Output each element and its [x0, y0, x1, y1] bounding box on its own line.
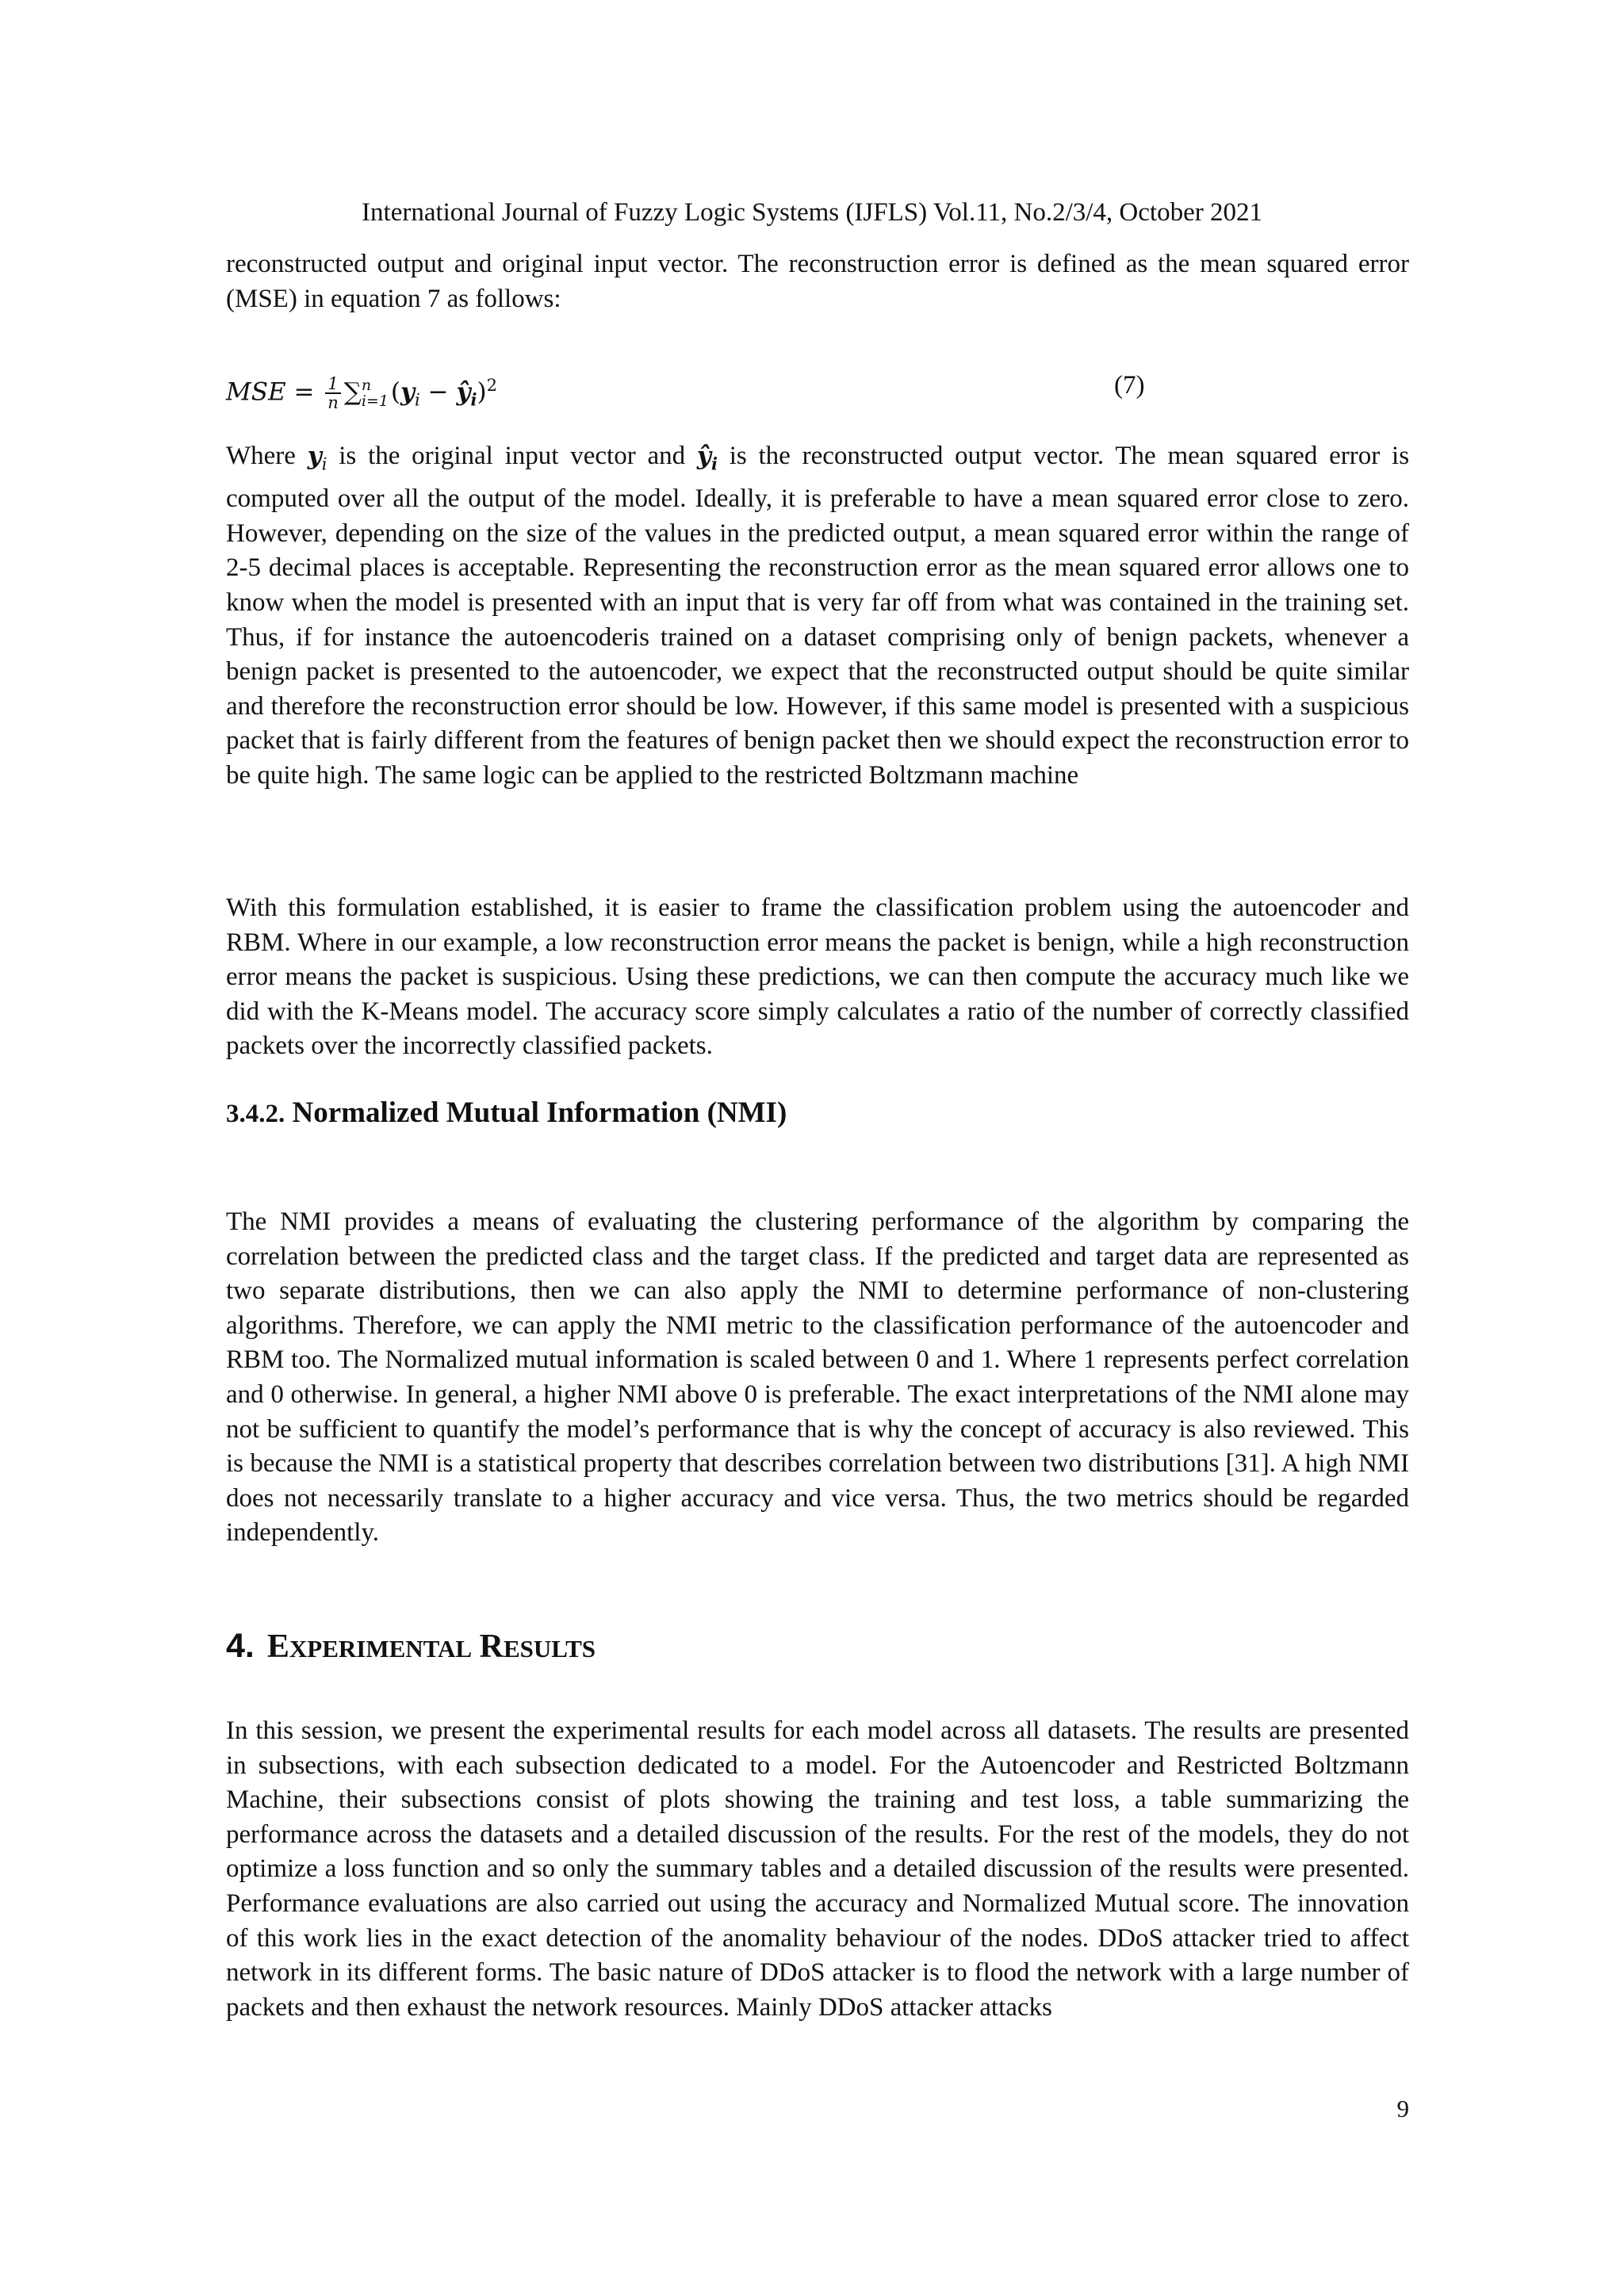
- running-header: International Journal of Fuzzy Logic Systems (IJFLS) Vol.11, No.2/3/4, October 2021: [362, 198, 1262, 227]
- equation-close-paren: ): [477, 377, 487, 407]
- inline-y-sub: i: [321, 454, 327, 474]
- section-title: Normalized Mutual Information (NMI): [292, 1096, 787, 1129]
- title-smallcaps-1: XPERIMENTAL: [289, 1635, 473, 1663]
- section-heading: [226, 1627, 1409, 1666]
- equation-equals: =: [293, 377, 315, 407]
- equation-fraction: [325, 375, 340, 411]
- equation-expression: [226, 362, 497, 424]
- fraction-numerator: 1: [325, 375, 340, 394]
- section-4-heading: [226, 1627, 1409, 1666]
- section-title: [266, 1628, 596, 1665]
- title-smallcaps-2: ESULTS: [503, 1635, 596, 1663]
- fraction-denominator: n: [327, 392, 339, 412]
- paragraph-text: In this session, we present the experimental results for each model across all datasets. The results are presented in subsections, with each subsection dedicated to a model. For the Autoencoder and Restricted Boltzmann Machine, their subsections consist of plots showing the training and test loss, a table summarizing the performance across the datasets and a detailed discussion of the results. For the rest of the models, they do not optimize a loss function and so only the summary tables and a detailed discussion of the results were presented. Performance evaluations are also carried out using the accuracy and Normalized Mutual score. The innovation of this work lies in the exact detection of the anomality behaviour of the nodes. DDoS attacker tried to affect network in its different forms. The basic nature of DDoS attacker is to flood the network with a large number of packets and then exhaust the network resources. Mainly DDoS attacker attacks: [226, 1716, 1409, 2022]
- inline-y: y: [307, 442, 322, 470]
- equation-7: [226, 362, 1409, 412]
- paragraph-nmi: [226, 1205, 1409, 1551]
- where-word: Where: [226, 442, 296, 470]
- paragraph-mse-intro: [226, 247, 1409, 316]
- equation-number: (7): [1114, 371, 1145, 400]
- title-cap-e: E: [266, 1628, 289, 1665]
- section-3-4-2-heading: [226, 1094, 1409, 1133]
- inline-connector: is the original input vector and: [339, 442, 686, 470]
- sum-limits: [362, 377, 389, 409]
- inline-y-hat: ŷ: [696, 442, 711, 470]
- sum-lower-limit: i=1: [361, 392, 389, 410]
- paragraph-text: The NMI provides a means of evaluating the clustering performance of the algorithm by comparing the correlation between the predicted class and the target class. If the predicted and target data are represented as two separate distributions, then we can also apply the NMI to determine performance of non-clustering algorithms. Therefore, we can apply the NMI metric to the classification performance of the autoencoder and RBM too. The Normalized mutual information is scaled between 0 and 1. Where 1 represents perfect correlation and 0 otherwise. In general, a higher NMI above 0 is preferable. The exact interpretations of the NMI alone may not be sufficient to quantify the model’s performance that is why the concept of accuracy is also reviewed. This is because the NMI is a statistical property that describes correlation between two distributions [31]. A high NMI does not necessarily translate to a higher accuracy and vice versa. Thus, the two metrics should be regarded independently.: [226, 1207, 1409, 1548]
- equation-y-sub: i: [415, 390, 420, 410]
- paragraph-rest: is the reconstructed output vector. The mean squared error is computed over all the output of the model. Ideally, it is preferable to have a mean squared error close to zero. However, depending on the size of the values in the predicted output, a mean squared error within the range of 2-5 decimal places is acceptable. Representing the reconstruction error as the mean squared error allows one to know when the model is presented with an input that is very far off from what was contained in the training set. Thus, if for instance the autoencoderis trained on a dataset comprising only of benign packets, whenever a benign packet is presented to the autoencoder, we expect that the reconstructed output should be quite similar and therefore the reconstruction error should be low. However, if this same model is presented with a suspicious packet that is fairly different from the features of benign packet then we should expect the reconstruction error to be quite high. The same logic can be applied to the restricted Boltzmann machine: [226, 442, 1410, 790]
- title-cap-r: R: [479, 1628, 504, 1665]
- paragraph-mse-explanation: [226, 439, 1409, 794]
- paragraph-text: With this formulation established, it is easier to frame the classification problem using the autoencoder and RBM. Where in our example, a low reconstruction error means the packet is benign, while a high reconstruction error means the packet is suspicious. Using these predictions, we can then compute the accuracy much like we did with the K-Means model. The accuracy score simply calculates a ratio of the number of correctly classified packets over the incorrectly classified packets.: [226, 894, 1409, 1061]
- sum-symbol: ∑: [343, 377, 362, 407]
- paragraph-classification: [226, 891, 1409, 1064]
- equation-y-hat: ŷ: [456, 377, 471, 407]
- sum-upper-limit: n: [361, 376, 372, 394]
- paragraph-text: reconstructed output and original input vector. The reconstruction error is defined as the mean squared error (MSE) in equation 7 as follows:: [226, 250, 1409, 313]
- section-heading: [226, 1094, 1409, 1133]
- equation-open-paren: (: [390, 377, 401, 407]
- page-number: 9: [1396, 2095, 1409, 2122]
- equation-lhs: MSE: [226, 377, 286, 407]
- section-number: 3.4.2.: [226, 1100, 285, 1128]
- paragraph-text: [226, 439, 1409, 794]
- equation-y: y: [400, 377, 416, 407]
- equation-minus: −: [427, 377, 449, 407]
- equation-y-hat-sub: i: [470, 389, 477, 410]
- section-number: 4.: [226, 1627, 255, 1665]
- paragraph-experimental-results: [226, 1714, 1409, 2025]
- inline-y-hat-sub: i: [710, 453, 718, 474]
- equation-power: 2: [486, 376, 497, 395]
